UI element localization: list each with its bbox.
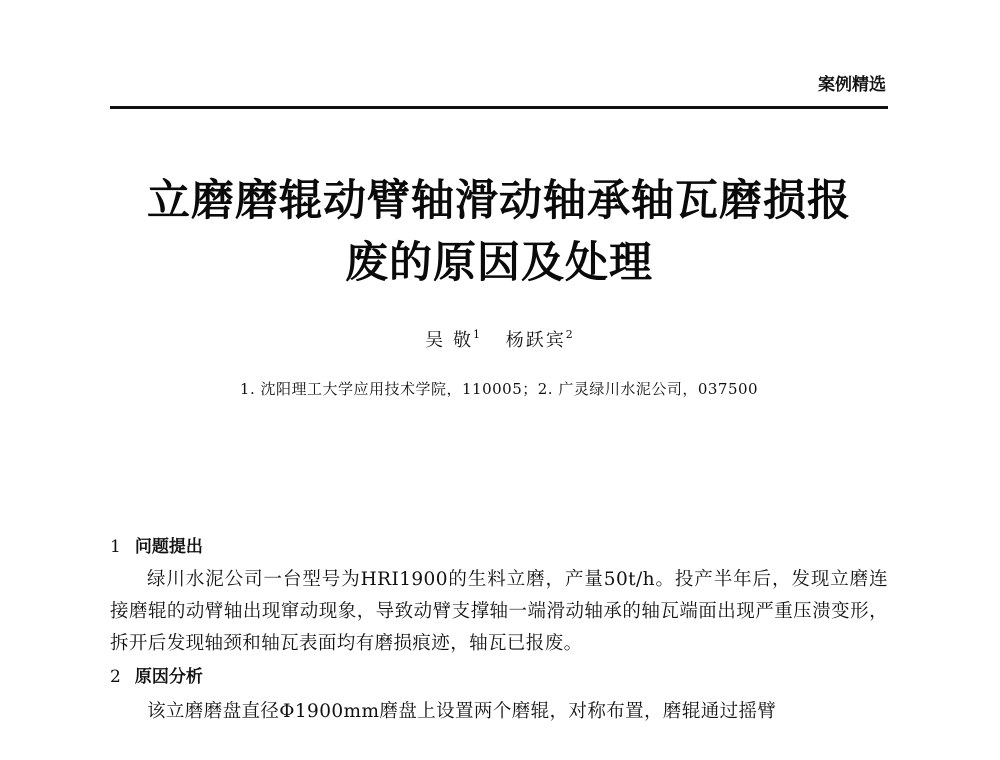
section-tag: 案例精选 bbox=[818, 75, 886, 95]
section-paragraph: 绿川水泥公司一台型号为HRI1900的生料立磨，产量50t/h。投产半年后，发现立磨连接磨辊的动臂轴出现窜动现象，导致动臂支撑轴一端滑动轴承的轴瓦端面出现严重压溃变形，拆开后发现轴颈和轴瓦表面均有磨损痕迹，轴瓦已报废。 bbox=[110, 569, 888, 654]
author-affiliation-mark: 2 bbox=[565, 328, 573, 341]
article-title bbox=[110, 170, 888, 294]
author-name: 杨跃宾 bbox=[505, 330, 566, 351]
author-name: 吴 敬 bbox=[425, 330, 473, 351]
title-line-1: 立磨磨辊动臂轴滑动轴承轴瓦磨损报 bbox=[147, 176, 851, 226]
author-affiliation-mark: 1 bbox=[473, 328, 480, 341]
affiliations: 1. 沈阳理工大学应用技术学院，110005；2. 广灵绿川水泥公司，037500 bbox=[239, 380, 759, 398]
section-heading-text: 问题提出 bbox=[134, 537, 203, 557]
article-body bbox=[110, 534, 888, 732]
section-number: 2 bbox=[110, 667, 121, 687]
title-line-2: 废的原因及处理 bbox=[345, 238, 653, 288]
section-heading-text: 原因分析 bbox=[134, 667, 203, 687]
section-heading bbox=[110, 664, 888, 690]
section-heading bbox=[110, 534, 888, 560]
author-list bbox=[110, 326, 888, 352]
header-rule bbox=[110, 106, 888, 109]
section-number: 1 bbox=[110, 537, 121, 557]
section-paragraph: 该立磨磨盘直径Φ1900mm磨盘上设置两个磨辊，对称布置，磨辊通过摇臂 bbox=[147, 701, 777, 722]
